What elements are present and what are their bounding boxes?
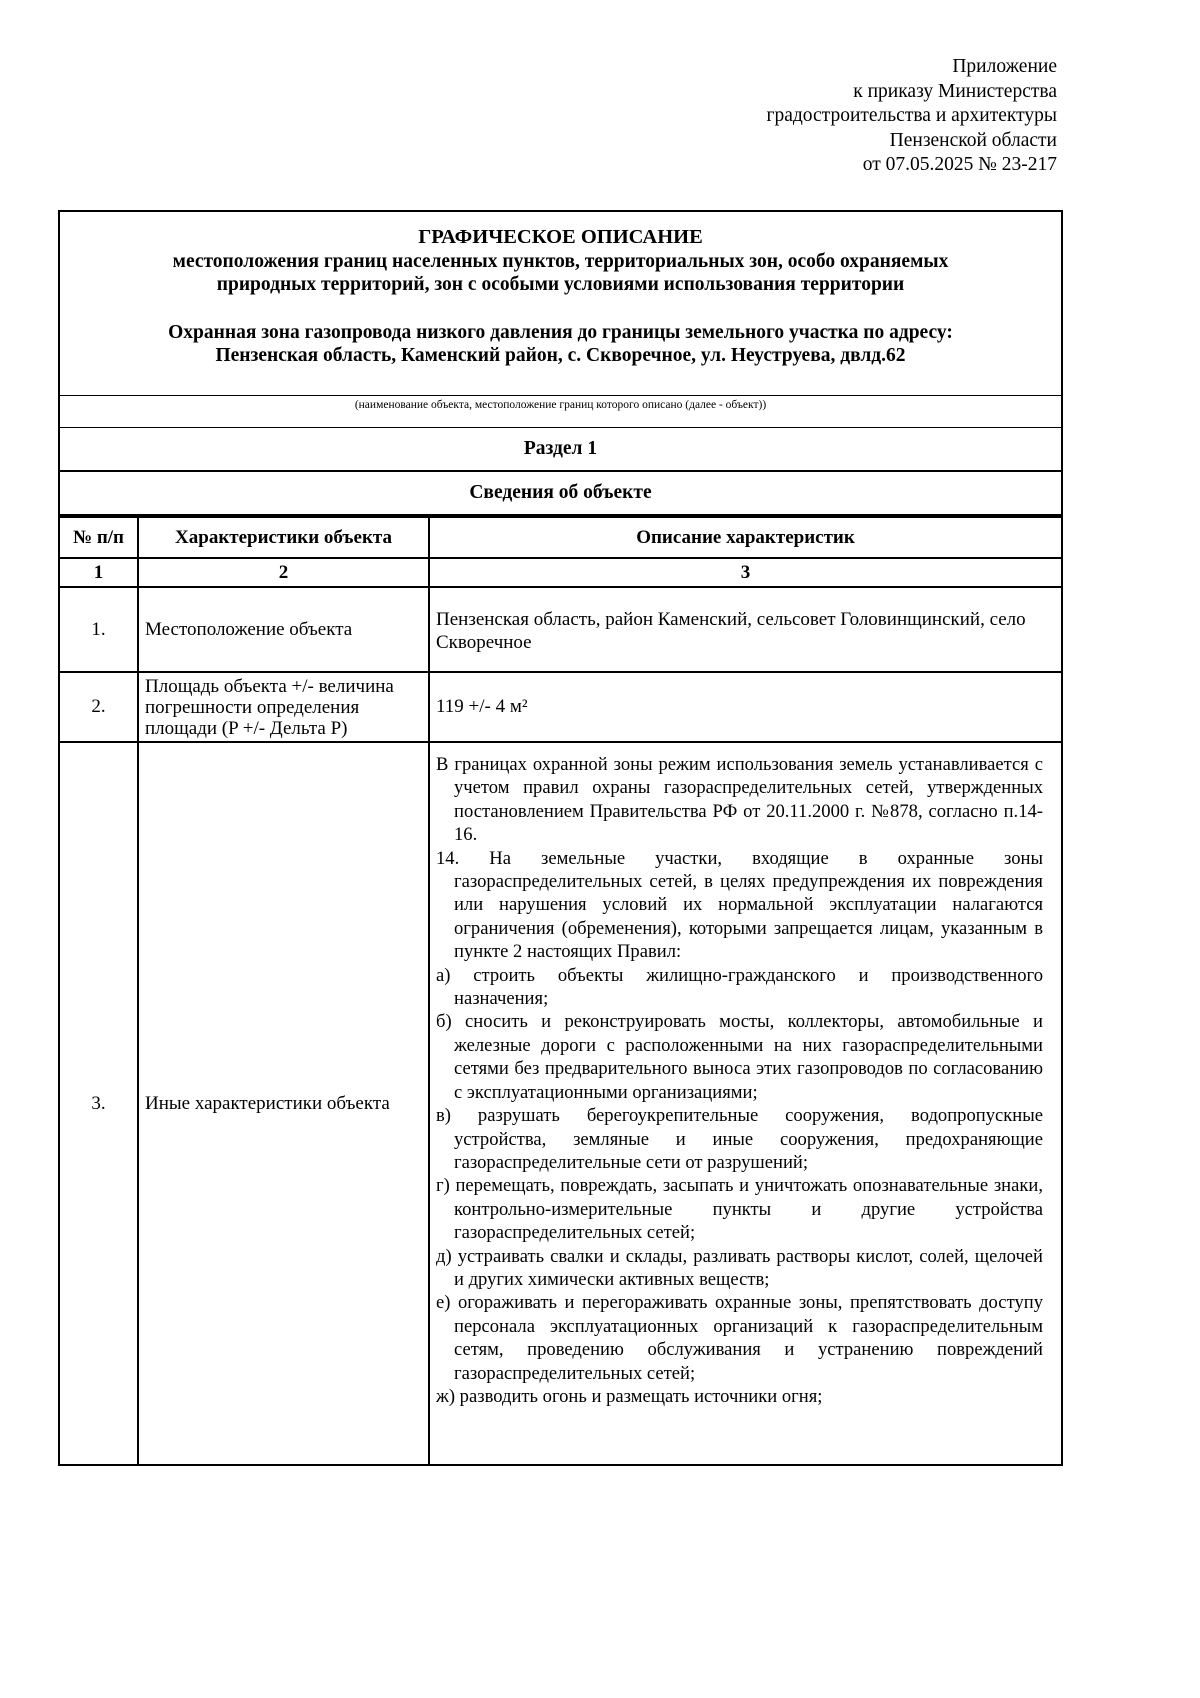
appendix-line: Приложение <box>952 56 1057 77</box>
appendix-line: градостроительства и архитектуры <box>766 105 1057 126</box>
column-number: 3 <box>429 558 1061 587</box>
characteristics-table <box>60 516 1061 1464</box>
column-header: Описание характеристик <box>429 517 1061 558</box>
row-characteristic: Площадь объекта +/- величина погрешности определения площади (P +/- Дельта P) <box>138 672 429 742</box>
restriction-paragraph: е) огораживать и перегораживать охранные зоны, препятствовать доступу персонала эксплуатационных организаций к газораспределительным сетям, проведению обслуживания и устранению повреждений газораспределительных сетей; <box>436 1292 1043 1384</box>
restriction-paragraph: д) устраивать свалки и склады, разливать растворы кислот, солей, щелочей и других химически активных веществ; <box>436 1245 1043 1290</box>
object-address: Пензенская область, Каменский район, с. Скворечное, ул. Неуструева, двлд.62 <box>215 345 906 366</box>
column-header: Характеристики объекта <box>138 517 429 558</box>
document-table <box>58 210 1063 1466</box>
table-header-row <box>60 517 1061 558</box>
object-caption: (наименование объекта, местоположение границ которого описано (далее - объект)) <box>60 395 1061 428</box>
restriction-paragraph: ж) разводить огонь и размещать источники огня; <box>436 1385 823 1407</box>
appendix-line: Пензенской области <box>889 129 1057 151</box>
document-header <box>60 212 1061 395</box>
section-title: Сведения об объекте <box>60 472 1061 516</box>
document-subtitle: местоположения границ населенных пунктов, территориальных зон, особо охраняемых <box>172 250 949 272</box>
restriction-paragraph: г) перемещать, повреждать, засыпать и уничтожать опознавательные знаки, контрольно-измерительные пункты и другие устройства газораспределительных сетей; <box>436 1175 1043 1244</box>
column-number: 1 <box>60 558 138 587</box>
column-number: 2 <box>138 558 429 587</box>
column-header: № п/п <box>60 517 138 558</box>
row-value: Пензенская область, район Каменский, сельсовет Головинщинский, село Скворечное <box>429 587 1061 672</box>
row-value: 119 +/- 4 м² <box>429 672 1061 742</box>
document-title: ГРАФИЧЕСКОЕ ОПИСАНИЕ <box>418 226 703 248</box>
restriction-paragraph: б) сносить и реконструировать мосты, коллекторы, автомобильные и железные дороги с расположенными на них газораспределительными сетями без предварительного выноса этих газопроводов по согласованию с эксплуатационными организациями; <box>436 1011 1043 1103</box>
row-value <box>429 742 1061 1464</box>
row-number: 3. <box>60 742 138 1464</box>
appendix-block <box>766 55 1057 178</box>
row-characteristic: Местоположение объекта <box>138 587 429 672</box>
document-subtitle: природных территорий, зон с особыми условиями использования территории <box>216 274 905 295</box>
appendix-line: к приказу Министерства <box>853 80 1057 102</box>
restriction-paragraph: а) строить объекты жилищно-гражданского и производственного назначения; <box>436 964 1043 1010</box>
restriction-paragraph: В границах охранной зоны режим использования земель устанавливается с учетом правил охраны газораспределительных сетей, утвержденных постановлением Правительства РФ от 20.11.2000 г. №878, согласно п.14-16. <box>436 754 1043 846</box>
appendix-line: от 07.05.2025 № 23-217 <box>862 154 1057 175</box>
row-characteristic: Иные характеристики объекта <box>138 742 429 1464</box>
section-heading: Раздел 1 <box>60 428 1061 472</box>
table-row <box>60 672 1061 742</box>
table-row <box>60 742 1061 1464</box>
object-name: Охранная зона газопровода низкого давления до границы земельного участка по адресу: <box>168 321 953 343</box>
table-row <box>60 587 1061 672</box>
row-number: 1. <box>60 587 138 672</box>
row-number: 2. <box>60 672 138 742</box>
column-number-row <box>60 558 1061 587</box>
restriction-paragraph: 14. На земельные участки, входящие в охранные зоны газораспределительных сетей, в целях предупреждения их повреждения или нарушения условий их нормальной эксплуатации налагаются ограничения (обременения), которыми запрещается лицам, указанным в пункте 2 настоящих Правил: <box>436 847 1043 963</box>
restriction-paragraph: в) разрушать берегоукрепительные сооружения, водопропускные устройства, земляные и иные сооружения, предохраняющие газораспределительные сети от разрушений; <box>436 1105 1043 1173</box>
